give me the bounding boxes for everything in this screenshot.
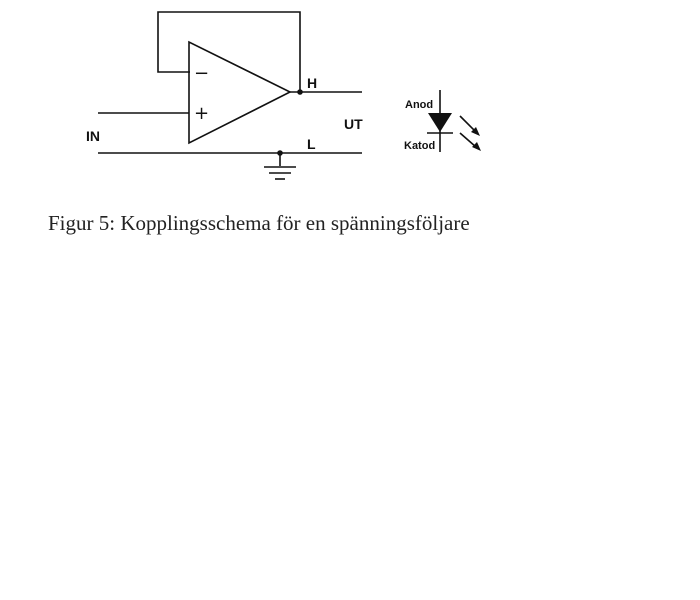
- led-emission-arrows: [460, 116, 481, 151]
- opamp-triangle: [189, 42, 290, 143]
- high-label: H: [307, 75, 318, 91]
- ground-symbol: [264, 153, 296, 179]
- output-label: UT: [344, 116, 363, 132]
- low-label: L: [307, 136, 316, 152]
- figure-caption: Figur 5: Kopplingsschema för en spänningsföljare: [48, 211, 470, 235]
- feedback-wire: [158, 12, 300, 92]
- cathode-label: Katod: [404, 140, 436, 152]
- noninverting-input-sign: +: [194, 103, 210, 124]
- circuit-diagram: [0, 0, 700, 200]
- anode-label: Anod: [405, 99, 434, 111]
- output-junction-dot: [297, 89, 303, 95]
- led-diode-triangle: [428, 113, 452, 132]
- input-label: IN: [86, 128, 100, 144]
- inverting-input-sign: −: [194, 63, 210, 84]
